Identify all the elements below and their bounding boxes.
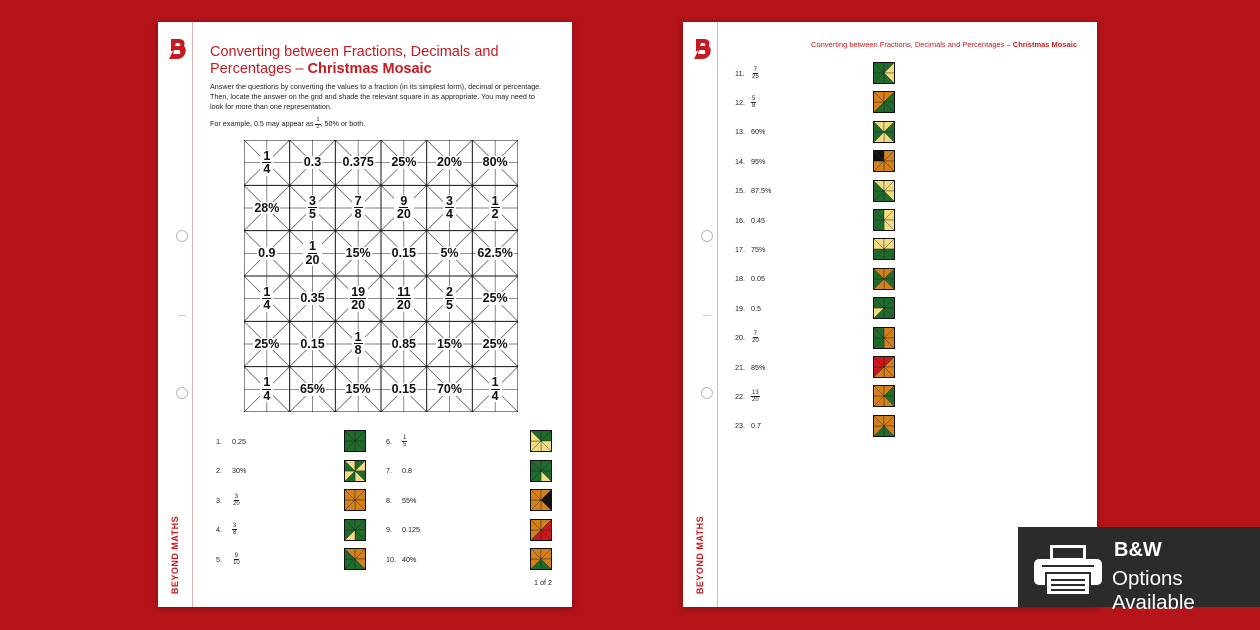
grid-cell-value: 62.5%: [477, 246, 513, 261]
question-value: 0.05: [751, 274, 765, 284]
question-item: [735, 180, 771, 202]
grid-cell-value: 80%: [482, 155, 508, 170]
margin-tick: [703, 315, 711, 316]
fraction: $\frac{3}{5}$: [309, 193, 316, 222]
question-number: 8.: [386, 495, 392, 505]
question-item: [735, 209, 765, 231]
page-number: 1 of 2: [534, 578, 552, 587]
fraction: $\frac{19}{20}$: [351, 284, 366, 313]
mosaic-grid[interactable]: [244, 140, 518, 412]
grid-cell-value: [394, 286, 414, 312]
mosaic-swatch: [873, 180, 895, 202]
question-number: 3.: [216, 495, 222, 505]
grid-cell[interactable]: [427, 231, 473, 276]
question-item: [216, 460, 246, 482]
question-item: [735, 150, 765, 172]
grid-cell[interactable]: [290, 185, 336, 230]
example-fraction: $\frac{1}{2}$: [316, 117, 320, 130]
question-item: [735, 268, 765, 290]
bw-options-badge[interactable]: [1018, 527, 1260, 614]
question-item: [216, 430, 246, 452]
instructions: Answer the questions by converting the values to a fraction (in its simplest form), decimal or percentage. Then, locate the answer on the grid and shade the relevant square in as appropriate. You may need to look for more than one representation.: [210, 82, 542, 111]
question-item: [216, 548, 241, 570]
grid-cell-value: [260, 150, 273, 176]
fraction: $\frac{1}{4}$: [263, 148, 271, 177]
punch-hole: [176, 387, 188, 399]
question-number: 20.: [735, 333, 745, 343]
punch-hole: [176, 230, 188, 242]
question-value: 0.25: [232, 436, 246, 446]
question-number: 18.: [735, 274, 745, 284]
mosaic-swatch: [530, 460, 552, 482]
brand-label: BEYOND MATHS: [695, 515, 705, 595]
mosaic-swatch: [530, 489, 552, 511]
mosaic-swatch: [873, 297, 895, 319]
question-item: [735, 238, 765, 260]
fraction: $\frac{3}{8}$: [233, 523, 237, 536]
question-value: 75%: [751, 244, 766, 254]
grid-cell-value: [443, 195, 456, 221]
mosaic-swatch: [530, 430, 552, 452]
question-number: 15.: [735, 186, 745, 196]
mosaic-swatch: [344, 460, 366, 482]
grid-cell[interactable]: [290, 367, 336, 412]
beyond-logo-icon: [168, 38, 188, 60]
question-item: [386, 460, 412, 482]
grid-cell-value: 15%: [345, 246, 371, 261]
grid-cell[interactable]: [427, 367, 473, 412]
worksheet-page-1: [158, 22, 572, 607]
question-number: 23.: [735, 421, 745, 431]
mosaic-swatch: [344, 489, 366, 511]
question-number: 7.: [386, 466, 392, 475]
brand-label: BEYOND MATHS: [170, 515, 180, 595]
fraction: $\frac{1}{4}$: [263, 284, 271, 313]
question-value: 0.7: [751, 421, 761, 431]
grid-cell-value: 25%: [482, 291, 508, 306]
grid-cell[interactable]: [472, 185, 518, 230]
grid-cell[interactable]: [381, 321, 427, 366]
question-number: 2.: [216, 466, 222, 475]
margin-line: [192, 22, 193, 607]
grid-cell-value: [489, 195, 502, 221]
question-item: [386, 519, 420, 541]
grid-cell-value: 15%: [436, 336, 462, 351]
grid-cell[interactable]: [427, 185, 473, 230]
printer-icon: [1032, 543, 1104, 597]
grid-cell-value: 0.15: [391, 382, 416, 397]
grid-cell[interactable]: [427, 140, 473, 185]
grid-cell[interactable]: [335, 231, 381, 276]
question-item: [735, 415, 761, 437]
grid-cell-value: 0.9: [258, 246, 276, 261]
grid-cell-value: [394, 195, 414, 221]
question-number: 6.: [386, 436, 392, 446]
grid-cell[interactable]: [472, 367, 518, 412]
grid-cell-value: [306, 195, 319, 221]
example-text: For example, 0.5 may appear as $\frac{1}{2}$ , 50% or both.: [210, 117, 366, 130]
question-item: [216, 489, 241, 511]
grid-cell-value: 25%: [482, 336, 508, 351]
question-number: 10.: [386, 554, 396, 564]
question-value: 40%: [402, 554, 417, 564]
grid-cell[interactable]: [244, 321, 290, 366]
worksheet-page-2: [683, 22, 1097, 607]
mosaic-swatch: [530, 548, 552, 570]
grid-cell[interactable]: [381, 367, 427, 412]
question-value: 0.8: [402, 466, 412, 475]
grid-cell[interactable]: [290, 276, 336, 321]
grid-cell[interactable]: [335, 140, 381, 185]
fraction: $\frac{3}{20}$: [233, 493, 240, 507]
grid-cell-value: 0.3: [303, 155, 322, 170]
question-item: [735, 327, 760, 349]
grid-cell[interactable]: [244, 231, 290, 276]
grid-cell-value: [352, 195, 365, 221]
question-item: [386, 489, 416, 511]
grid-cell-value: [260, 286, 273, 312]
mosaic-swatch: [873, 150, 895, 172]
badge-title: B&W: [1114, 539, 1162, 561]
grid-cell[interactable]: [381, 185, 427, 230]
fraction: $\frac{5}{8}$: [752, 95, 756, 109]
mosaic-swatch: [873, 327, 895, 349]
question-value: 0.5: [751, 303, 761, 313]
mosaic-swatch: [344, 430, 366, 452]
mosaic-swatch: [873, 121, 895, 143]
question-number: 21.: [735, 362, 745, 372]
fraction: $\frac{3}{4}$: [446, 193, 453, 222]
question-value: 30%: [232, 466, 247, 475]
question-number: 16.: [735, 215, 745, 225]
question-number: 22.: [735, 391, 745, 401]
grid-cell[interactable]: [290, 231, 336, 276]
fraction: $\frac{1}{5}$: [403, 434, 407, 448]
margin-line: [717, 22, 718, 607]
fraction: $\frac{13}{20}$: [752, 389, 759, 403]
grid-cell-value: 65%: [299, 382, 325, 397]
fraction: $\frac{7}{25}$: [752, 66, 759, 80]
question-value: 0.45: [751, 215, 765, 225]
grid-cell-value: 0.15: [391, 246, 416, 261]
mosaic-swatch: [873, 268, 895, 290]
question-item: [735, 91, 756, 113]
punch-hole: [701, 387, 713, 399]
grid-cell[interactable]: [290, 140, 336, 185]
grid-cell[interactable]: [335, 276, 381, 321]
fraction: $\frac{1}{2}$: [491, 193, 499, 222]
question-value: 87.5%: [751, 186, 772, 196]
fraction: $\frac{1}{4}$: [263, 375, 271, 403]
grid-cell-value: [489, 376, 502, 402]
question-value: 95%: [751, 156, 766, 166]
grid-cell-value: [260, 376, 273, 402]
grid-cell-value: 0.35: [300, 291, 325, 306]
grid-cell-value: 0.375: [342, 155, 374, 170]
fraction: $\frac{1}{4}$: [491, 375, 499, 403]
mosaic-swatch: [873, 209, 895, 231]
question-item: [735, 297, 761, 319]
grid-cell[interactable]: [427, 321, 473, 366]
grid-cell[interactable]: [244, 185, 290, 230]
grid-cell[interactable]: [244, 367, 290, 412]
fraction: $\frac{9}{10}$: [233, 552, 240, 566]
mosaic-swatch: [530, 519, 552, 541]
grid-cell-value: 0.85: [391, 336, 416, 351]
mosaic-swatch: [344, 548, 366, 570]
mosaic-swatch: [873, 238, 895, 260]
fraction: $\frac{7}{8}$: [354, 193, 362, 222]
grid-cell-value: 70%: [436, 382, 462, 397]
grid-cell-value: 28%: [254, 200, 280, 215]
question-number: 1.: [216, 436, 222, 446]
grid-cell-value: 20%: [436, 155, 462, 170]
grid-cell[interactable]: [335, 367, 381, 412]
question-item: [735, 385, 760, 407]
grid-cell-value: 15%: [345, 382, 371, 397]
mosaic-swatch: [344, 519, 366, 541]
question-number: 12.: [735, 97, 745, 107]
grid-cell-value: [348, 286, 368, 312]
fraction: $\frac{1}{8}$: [354, 329, 362, 358]
worksheet-title: Converting between Fractions, Decimals and Percentages – Christmas Mosaic: [210, 44, 499, 77]
grid-cell[interactable]: [472, 140, 518, 185]
question-value: 60%: [751, 127, 766, 137]
question-number: 19.: [735, 303, 745, 313]
question-number: 4.: [216, 525, 222, 534]
question-number: 14.: [735, 156, 745, 166]
grid-cell-value: 25%: [391, 155, 417, 170]
grid-cell[interactable]: [335, 185, 381, 230]
mosaic-swatch: [873, 62, 895, 84]
mosaic-swatch: [873, 91, 895, 113]
grid-cell[interactable]: [290, 321, 336, 366]
question-number: 11.: [735, 68, 745, 78]
page-header: Converting between Fractions, Decimals and Percentages – Christmas Mosaic: [811, 40, 1077, 49]
grid-cell-value: [443, 286, 456, 312]
fraction: $\frac{7}{20}$: [752, 331, 759, 345]
grid-cell[interactable]: [472, 231, 518, 276]
grid-cell[interactable]: [244, 140, 290, 185]
badge-subtitle: Options Available: [1112, 567, 1195, 614]
grid-cell[interactable]: [472, 321, 518, 366]
question-item: [216, 519, 237, 541]
question-item: [735, 62, 760, 84]
mosaic-swatch: [873, 415, 895, 437]
question-value: 85%: [751, 362, 766, 372]
question-number: 13.: [735, 127, 745, 137]
mosaic-swatch: [873, 385, 895, 407]
question-number: 9.: [386, 525, 392, 534]
question-item: [386, 548, 416, 570]
grid-cell[interactable]: [427, 276, 473, 321]
fraction: $\frac{1}{20}$: [305, 239, 320, 267]
fraction: $\frac{11}{20}$: [396, 284, 411, 313]
grid-cell[interactable]: [381, 231, 427, 276]
fraction: $\frac{9}{20}$: [396, 193, 411, 222]
question-value: 55%: [402, 495, 417, 505]
grid-cell-value: 5%: [440, 246, 459, 261]
question-number: 17.: [735, 244, 745, 254]
question-item: [386, 430, 407, 452]
question-value: 0.125: [402, 525, 420, 534]
mosaic-swatch: [873, 356, 895, 378]
grid-cell-value: [303, 240, 323, 266]
grid-cell-value: 25%: [254, 336, 280, 351]
grid-cell[interactable]: [381, 140, 427, 185]
question-number: 5.: [216, 554, 222, 564]
grid-cell-value: 0.15: [300, 336, 325, 351]
punch-hole: [701, 230, 713, 242]
grid-cell[interactable]: [381, 276, 427, 321]
grid-cell-value: [352, 331, 365, 357]
question-item: [735, 356, 765, 378]
grid-cell[interactable]: [335, 321, 381, 366]
fraction: $\frac{2}{5}$: [446, 284, 453, 313]
margin-tick: [178, 315, 186, 316]
grid-cell[interactable]: [472, 276, 518, 321]
question-item: [735, 121, 765, 143]
grid-cell[interactable]: [244, 276, 290, 321]
beyond-logo-icon: [693, 38, 713, 60]
